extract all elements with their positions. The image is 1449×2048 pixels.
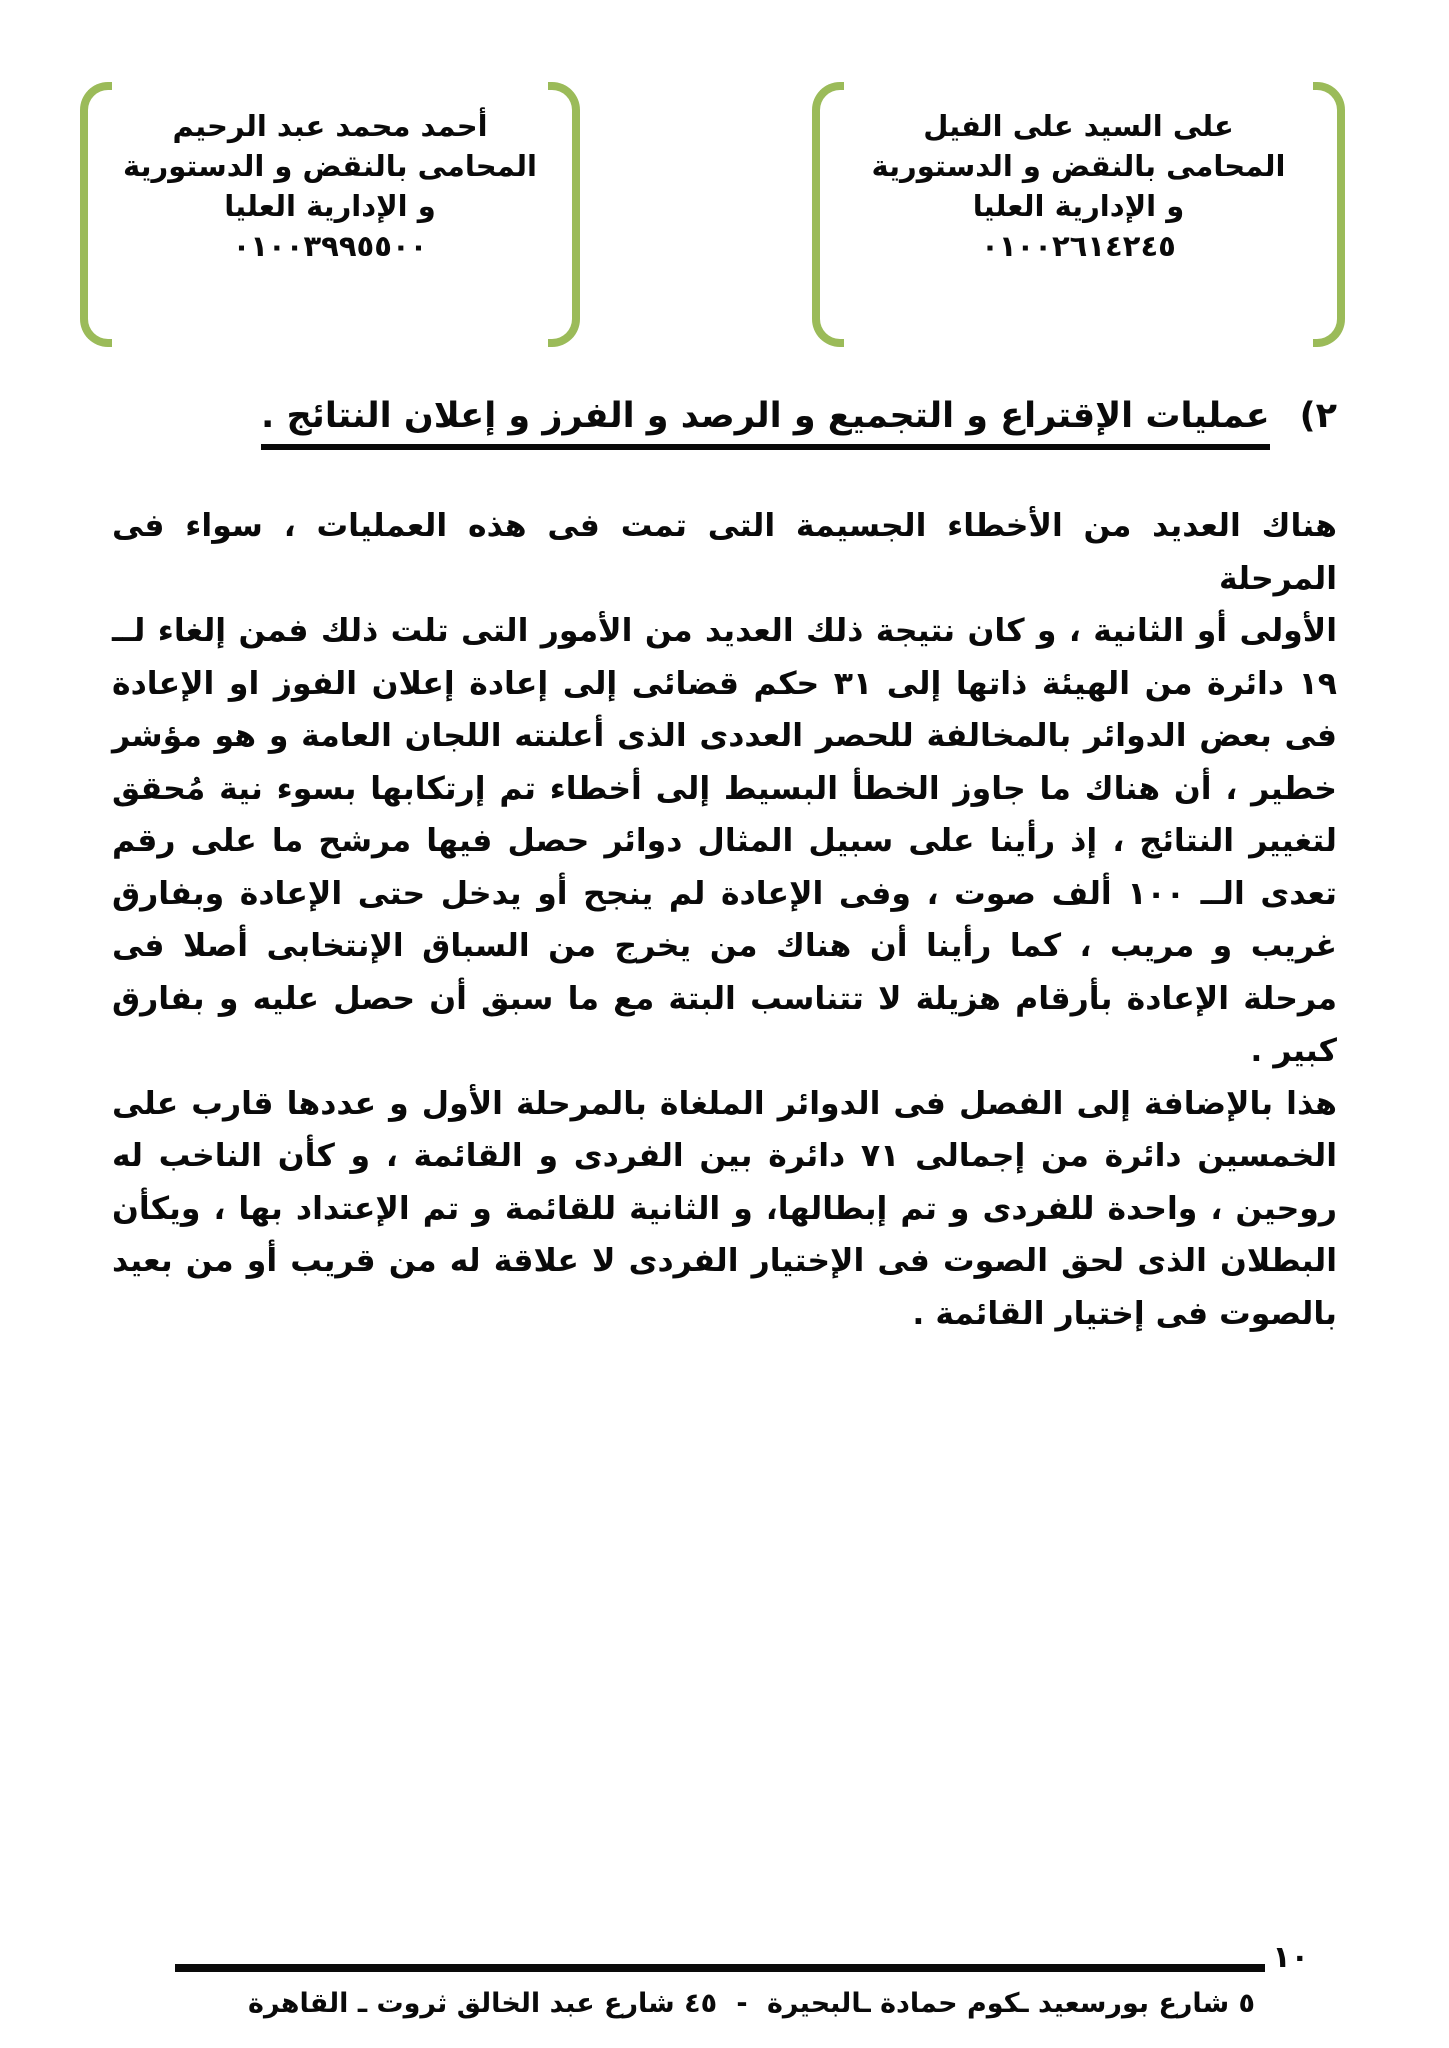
page-number: ١٠ xyxy=(1272,1940,1309,1975)
body-line: هناك العديد من الأخطاء الجسيمة التى تمت فى هذه العمليات ، سواء فى المرحلة xyxy=(112,508,1337,597)
body-line: غريب و مريب ، كما رأينا أن هناك من يخرج من السباق الإنتخابى أصلا فى xyxy=(112,928,1337,964)
footer-address-beheira: ٥ شارع بورسعيد ـكوم حمادة ـالبحيرة xyxy=(766,1988,1255,2019)
lawyer-phone: ٠١٠٠٢٦١٤٢٤٥ xyxy=(981,229,1176,263)
body-line: البطلان الذى لحق الصوت فى الإختيار الفردى لا علاقة له من قريب أو من بعيد xyxy=(112,1243,1337,1279)
lawyer-name: على السيد على الفيل xyxy=(923,109,1234,143)
lawyer-title: المحامى بالنقض و الدستورية xyxy=(871,149,1286,183)
body-line: الأولى أو الثانية ، و كان نتيجة ذلك العديد من الأمور التى تلت ذلك فمن إلغاء لــ xyxy=(112,613,1337,649)
lawyer-title: و الإدارية العليا xyxy=(972,189,1185,223)
lawyer-title: المحامى بالنقض و الدستورية xyxy=(123,149,537,183)
body-line: خطير ، أن هناك ما جاوز الخطأ البسيط إلى أخطاء تم إرتكابها بسوء نية مُحقق xyxy=(112,770,1337,807)
body-line: الخمسين دائرة من إجمالى ٧١ دائرة بين الفردى و القائمة ، و كأن الناخب له xyxy=(112,1138,1337,1174)
body-line: كبير . xyxy=(1250,1033,1337,1069)
footer-address-cairo: ٤٥ شارع عبد الخالق ثروت ـ القاهرة xyxy=(248,1988,718,2019)
lawyer-title: و الإدارية العليا xyxy=(224,189,436,223)
lawyer-name: أحمد محمد عبد الرحيم xyxy=(172,109,488,143)
body-line: بالصوت فى إختيار القائمة . xyxy=(912,1295,1337,1332)
lawyer-phone: ٠١٠٠٣٩٩٥٥٠٠ xyxy=(232,229,428,263)
section-title: عمليات الإقتراع و التجميع و الرصد و الفرز و إعلان النتائج . xyxy=(261,396,1270,450)
footer-addresses xyxy=(248,1988,1255,2019)
body-line: ١٩ دائرة من الهيئة ذاتها إلى ٣١ حكم قضائى إلى إعادة إعلان الفوز او الإعادة xyxy=(112,665,1338,702)
footer-rule xyxy=(175,1964,1265,1972)
lawyer-card-right xyxy=(812,82,1345,347)
body-line: هذا بالإضافة إلى الفصل فى الدوائر الملغاة بالمرحلة الأول و عددها قارب على xyxy=(112,1085,1337,1122)
body-line: مرحلة الإعادة بأرقام هزيلة لا تتناسب البتة مع ما سبق أن حصل عليه و بفارق xyxy=(112,980,1337,1017)
section-number: ٢) xyxy=(1299,396,1337,436)
lawyer-card-left xyxy=(80,82,580,347)
body-line: روحين ، واحدة للفردى و تم إبطالها، و الثانية للقائمة و تم الإعتداد بها ، ويكأن xyxy=(112,1190,1337,1227)
body-text xyxy=(112,500,1337,1340)
body-line: تعدى الــ ١٠٠ ألف صوت ، وفى الإعادة لم ينجح أو يدخل حتى الإعادة وبفارق xyxy=(112,875,1338,912)
footer-address-separator: - xyxy=(736,1988,748,2019)
body-line: فى بعض الدوائر بالمخالفة للحصر العددى الذى أعلنته اللجان العامة و هو مؤشر xyxy=(112,718,1337,754)
lawyer-card-left-body xyxy=(80,82,580,347)
lawyer-card-right-body xyxy=(812,82,1345,347)
body-line: لتغيير النتائج ، إذ رأينا على سبيل المثال دوائر حصل فيها مرشح ما على رقم xyxy=(112,823,1337,859)
section-heading xyxy=(120,396,1337,450)
